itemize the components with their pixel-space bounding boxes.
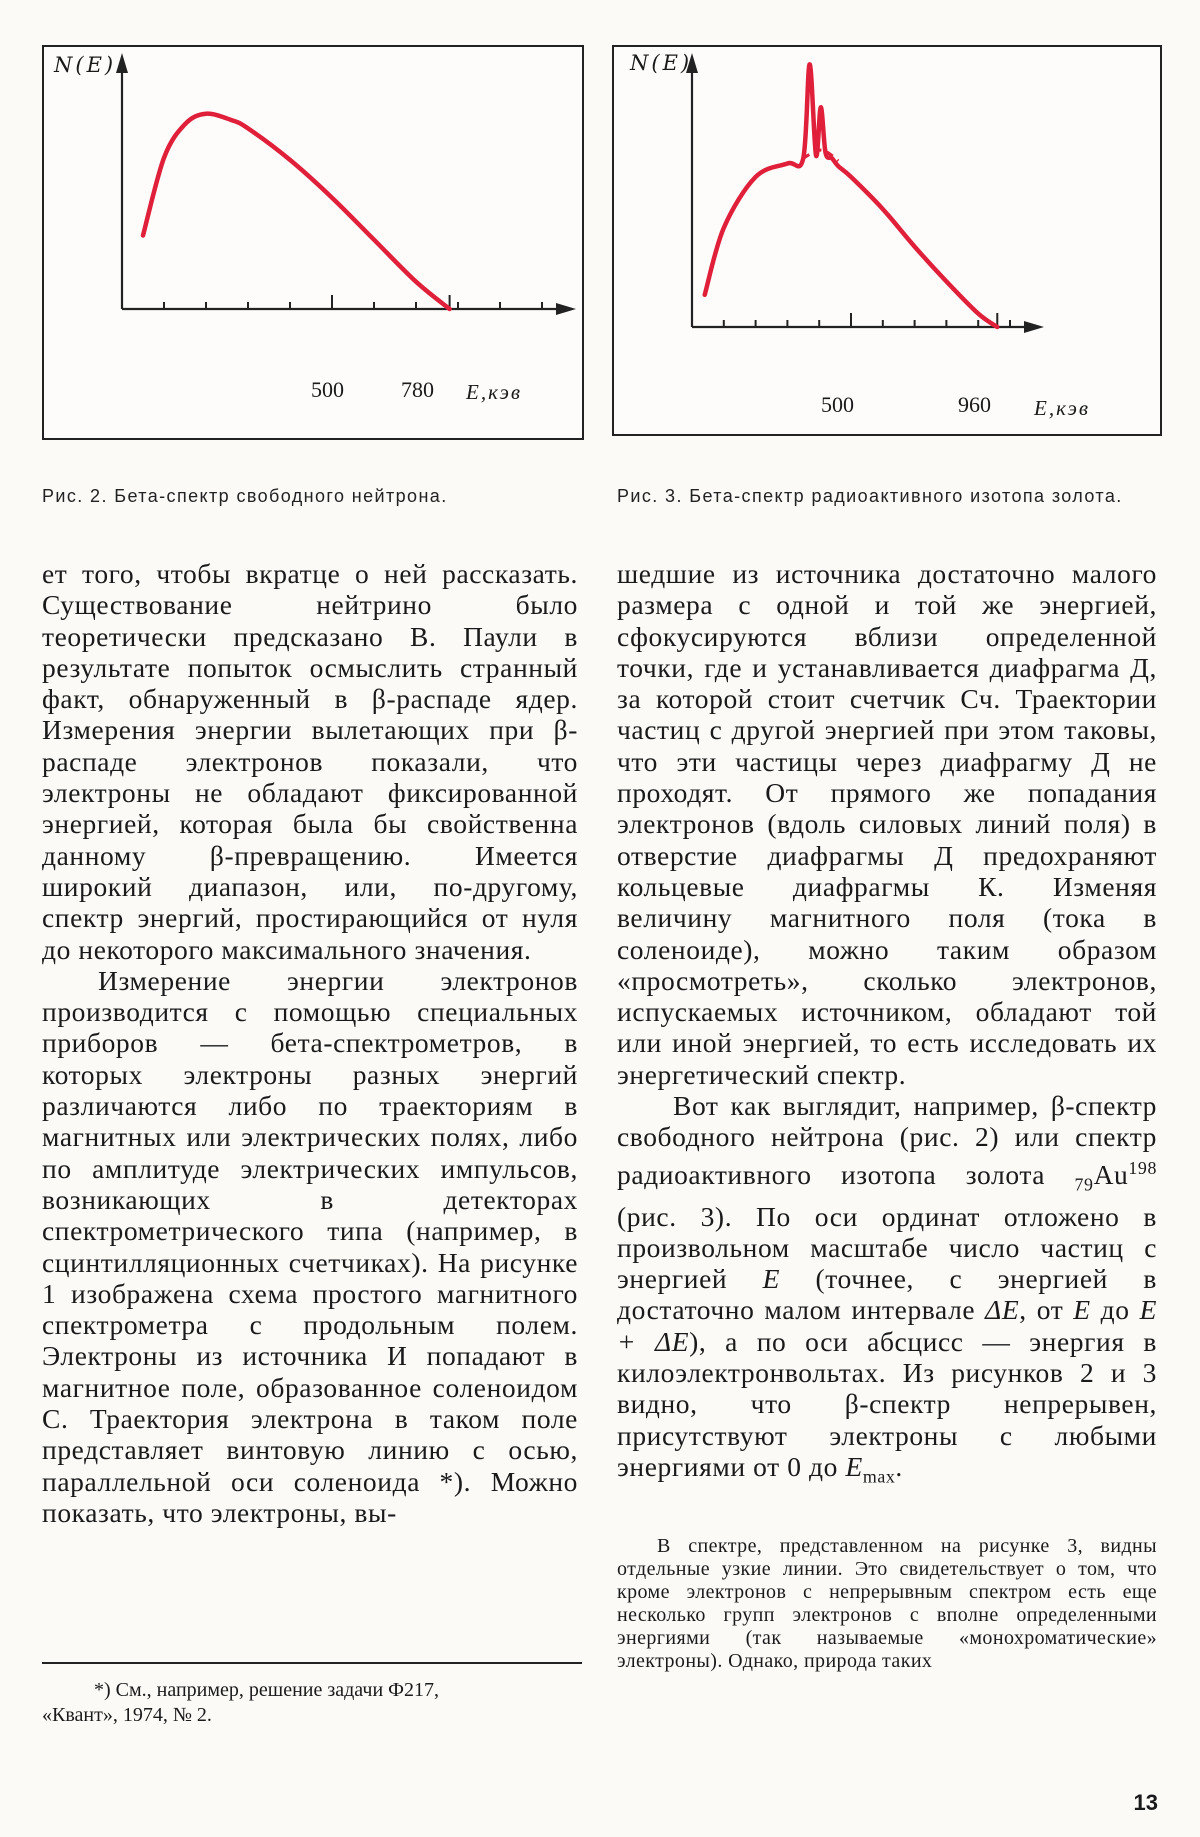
figure-2-tick-780: 780 <box>401 377 434 402</box>
figure-2-caption: Рис. 2. Бета-спектр свободного нейтрона. <box>42 486 448 506</box>
right-p2-text-a: Вот как выглядит, например, β-спектр свободного нейтрона (рис. 2) или спектр радиоактивного изотопа золота <box>617 1090 1157 1190</box>
energy-plus-delta: E + ΔE <box>617 1294 1157 1357</box>
gold-mass-number: 198 <box>1128 1157 1157 1178</box>
figure-3-x-unit: E,кэв <box>1034 396 1090 420</box>
small-print-note <box>617 1535 1157 1673</box>
figure-3-tick-960: 960 <box>958 392 991 417</box>
left-column <box>42 558 578 1528</box>
right-column <box>617 558 1157 1493</box>
figure-2-y-label: N(E) <box>54 53 117 77</box>
figure-3-caption: Рис. 3. Бета-спектр радиоактивного изотопа золота. <box>617 486 1123 506</box>
delta-e-symbol: ΔE <box>985 1294 1020 1326</box>
x-axis-arrow <box>1024 321 1044 333</box>
figure-3-plot <box>614 47 1160 434</box>
figure-3-y-label: N(E) <box>630 51 693 75</box>
gold-symbol: Au <box>1093 1158 1129 1190</box>
right-p2-text-f: ), а по оси абсцисс — энергия в килоэлектронвольтах. Из рисунков 2 и 3 видно, что β-спектр непрерывен, присутствуют электроны с любыми энергиями от 0 до <box>617 1325 1157 1482</box>
right-p2-text-d: , от <box>1019 1294 1064 1326</box>
figure-2-axes <box>116 53 576 315</box>
energy-symbol: E <box>762 1263 781 1295</box>
page-number: 13 <box>1133 1790 1158 1815</box>
right-paragraph-2 <box>617 1090 1157 1493</box>
figure-3-tick-500: 500 <box>821 392 854 417</box>
footnote-line-2: «Квант», 1974, № 2. <box>42 1704 212 1726</box>
right-p2-text-e: до <box>1100 1294 1130 1326</box>
emax-symbol: E <box>845 1450 863 1482</box>
footnote-line-1: *) См., например, решение задачи Ф217, <box>94 1679 439 1701</box>
right-p2-text-b: (рис. 3). По оси ординат отложено в произвольном масштабе число частиц с энергией <box>617 1200 1157 1295</box>
y-axis-arrow <box>116 53 128 73</box>
figure-3-spectrum-curve <box>705 64 998 327</box>
right-paragraph-1: шедшие из источника достаточно малого размера с одной и той же энергией, сфокусируются вблизи определенной точки, где и устанавливается диафрагма Д, за которой стоит счетчик Сч. Траектории частиц с другой энергией при этом таковы, что эти частицы через диафрагму Д не проходят. От прямого же попадания электронов (вдоль силовых линий поля) в отверстие диафрагмы Д предохраняют кольцевые диафрагмы К. Изменяя величину магнитного поля (тока в соленоиде), можно таким образом «просмотреть», сколько электронов, испускаемых источником, обладают той или иной энергией, то есть исследовать их энергетический спектр. <box>617 558 1157 1090</box>
emax-subscript: max <box>862 1466 896 1487</box>
left-paragraph-1: ет того, чтобы вкратце о ней рассказать. Существование нейтрино было теоретически предсказано В. Паули в результате попыток осмыслить странный факт, обнаруженный в β-распаде ядер. Измерения энергии вылетающих при β-распаде электронов показали, что электроны не обладают фиксированной энергией, которая была бы свойственна данному β-превращению. Имеется широкий диапазон, или, по-другому, спектр энергий, простирающийся от нуля до некоторого максимального значения. <box>42 558 578 965</box>
figure-2-x-unit: E,кэв <box>466 380 522 404</box>
figure-2-spectrum-curve <box>143 114 450 309</box>
right-p2-text-c: (точнее, с энергией в достаточно малом интервале <box>617 1263 1157 1326</box>
footnote-rule <box>42 1662 582 1664</box>
figure-2-tick-500: 500 <box>311 377 344 402</box>
small-print-text: В спектре, представленном на рисунке 3, видны отдельные узкие линии. Это свидетельствует о том, что кроме электронов с непрерывным спектром есть еще несколько групп электронов с вполне определенными энергиями (так называемые «монохроматические» электроны). Однако, природа таких <box>617 1535 1157 1672</box>
right-p2-text-g: . <box>895 1450 903 1482</box>
x-axis-arrow <box>556 303 576 315</box>
footnote <box>42 1678 590 1728</box>
figure-3 <box>612 45 1162 436</box>
energy-symbol-2: E <box>1073 1294 1091 1326</box>
gold-atomic-number: 79 <box>1074 1174 1094 1195</box>
figure-2 <box>42 45 584 440</box>
left-paragraph-2: Измерение энергии электронов производится с помощью специальных приборов — бета-спектрометров, в которых электроны разных энергий различаются либо по траекториям в магнитных или электрических полях, либо по амплитуде электрических импульсов, возникающих в детекторах спектрометрического типа (например, в сцинтилляционных счетчиках). На рисунке 1 изображена схема простого магнитного спектрометра с продольным полем. Электроны из источника И попадают в магнитное поле, образованное соленоидом С. Траектория электрона в таком поле представляет винтовую линию с осью, параллельной оси соленоида *). Можно показать, что электроны, вы- <box>42 964 578 1528</box>
